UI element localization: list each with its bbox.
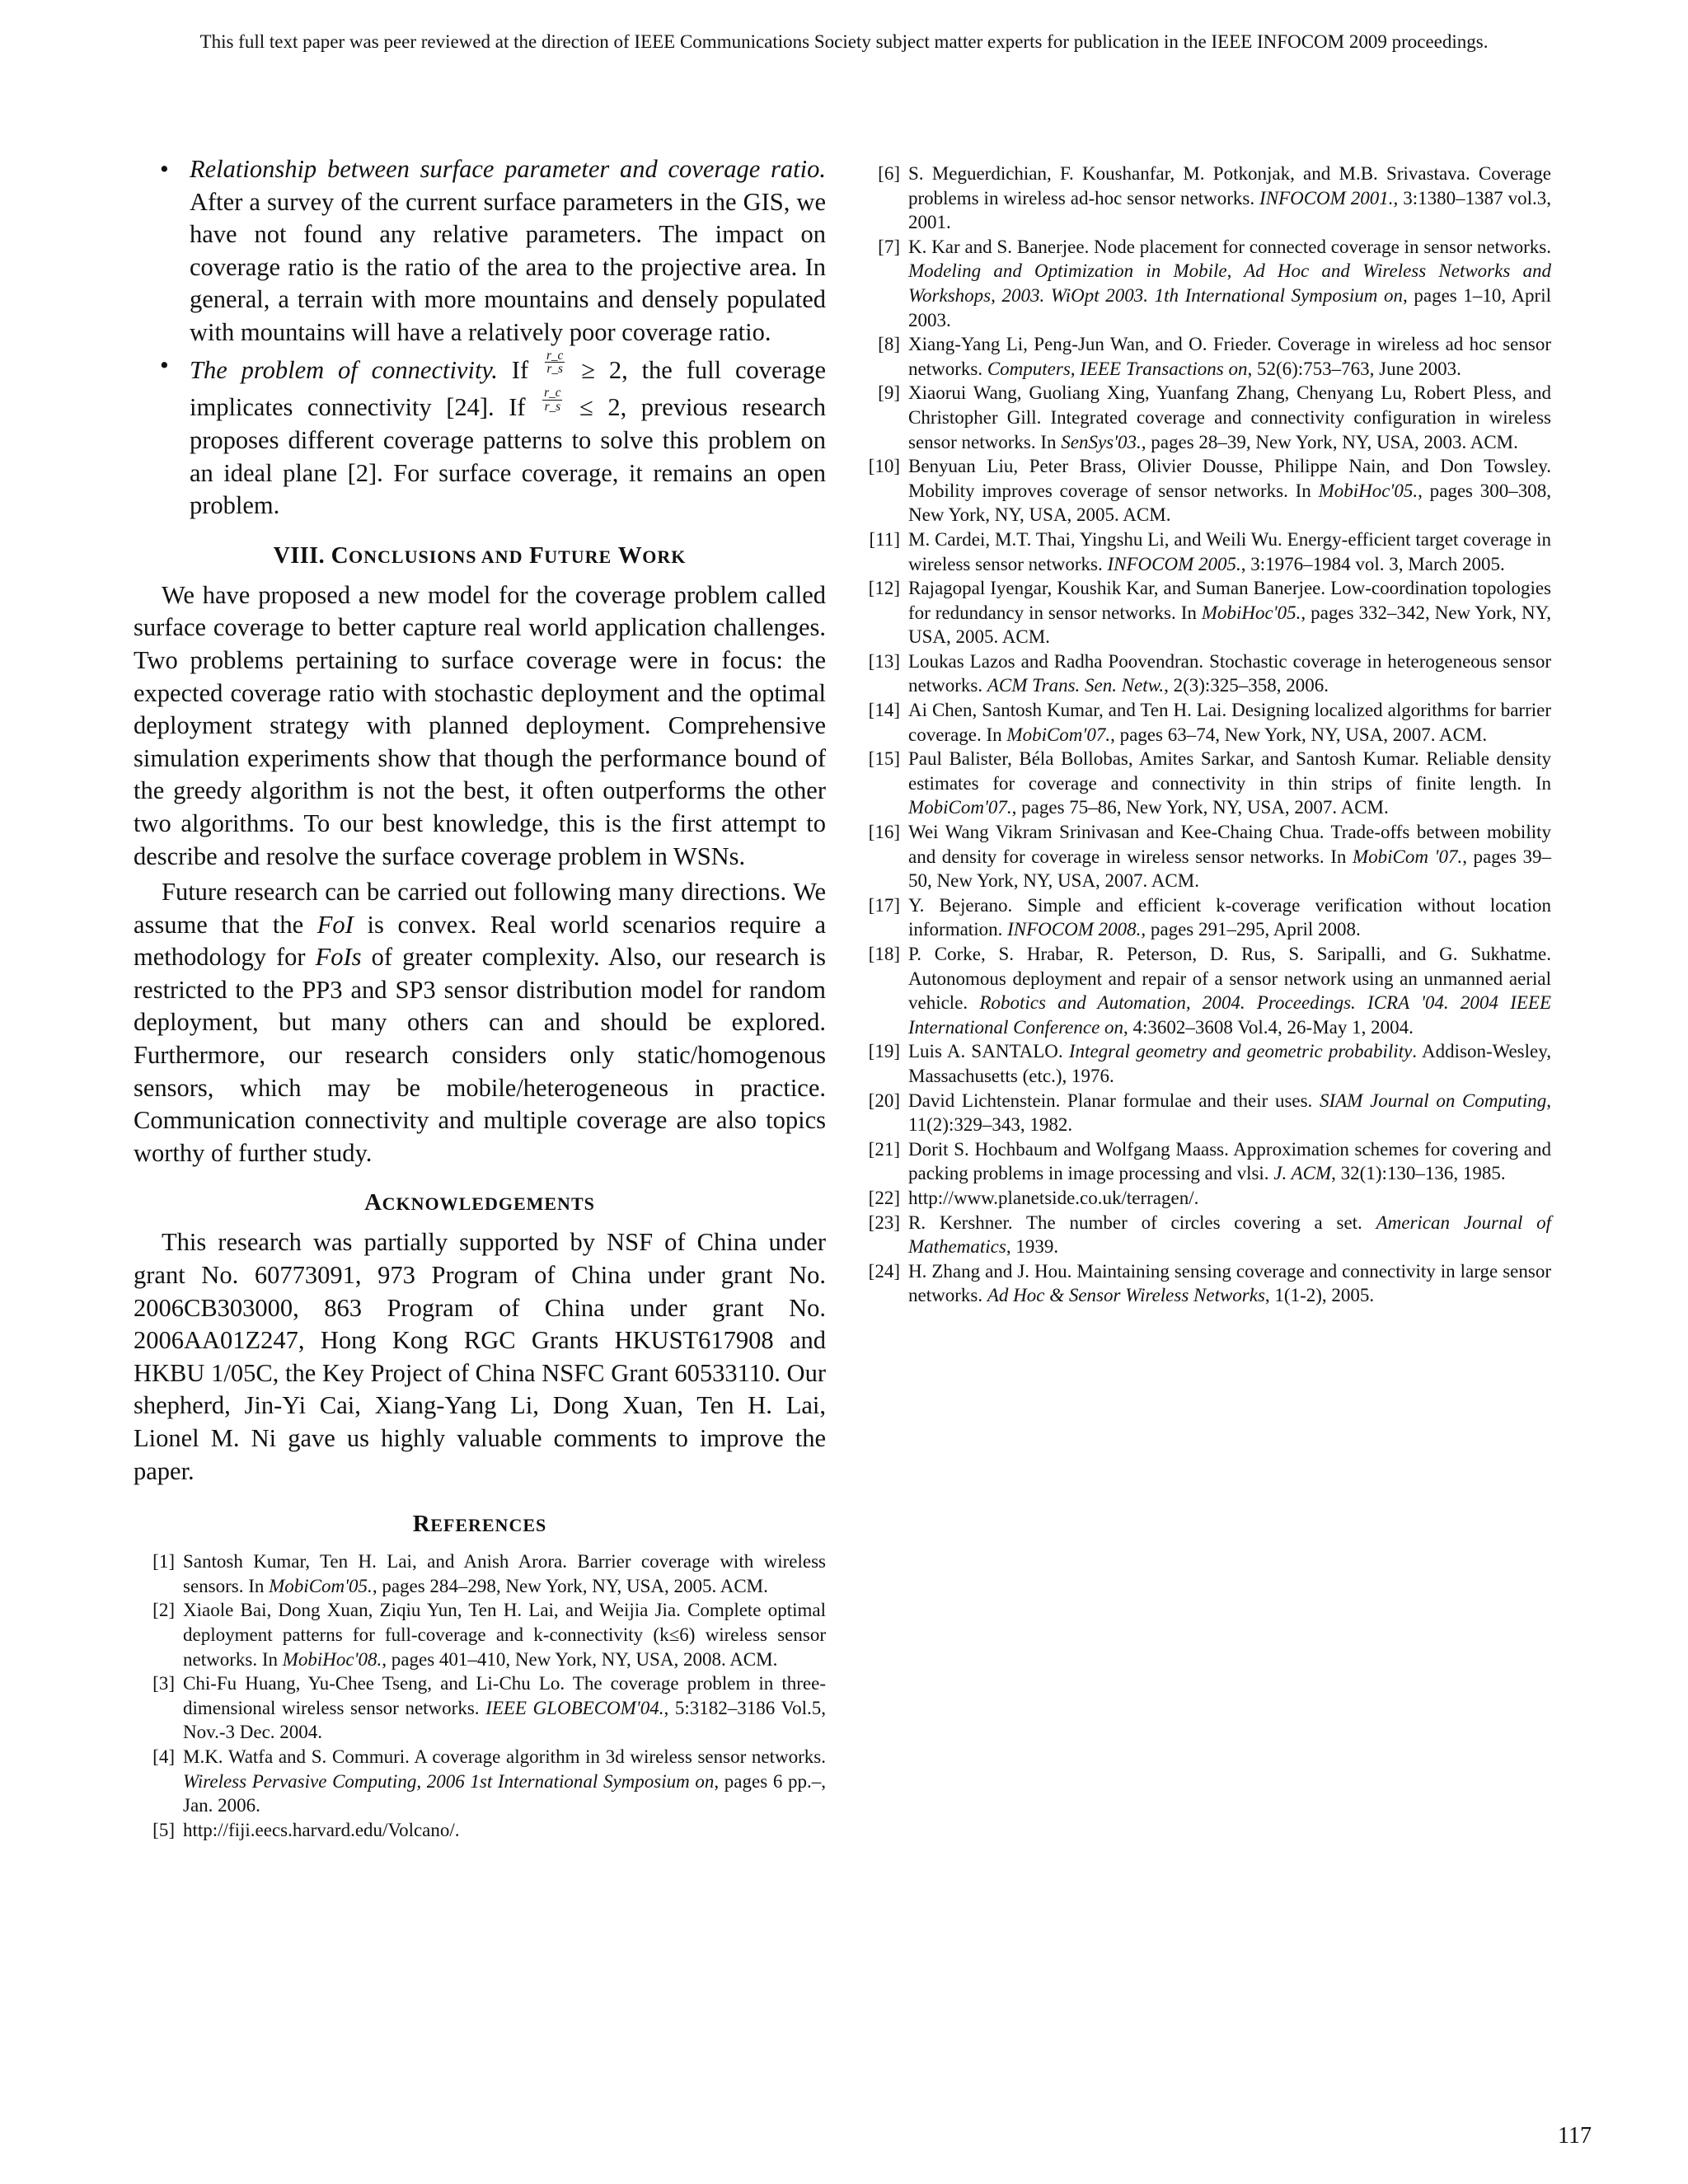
reference-text: Santosh Kumar, Ten H. Lai, and Anish Arora. Barrier coverage with wireless sensors. In bbox=[183, 1551, 826, 1596]
reference-item bbox=[859, 1211, 1551, 1259]
reference-number: [22] bbox=[868, 1187, 900, 1208]
references-list-left bbox=[134, 1549, 826, 1842]
bullet-item bbox=[134, 349, 826, 523]
reference-details: , pages 1–10, April 2003. bbox=[908, 284, 1551, 330]
reference-venue: MobiHoc'05. bbox=[1318, 480, 1418, 501]
right-column bbox=[859, 162, 1551, 1308]
reference-number: [12] bbox=[868, 578, 900, 599]
reference-text: Wei Wang Vikram Srinivasan and Kee-Chaing Chua. Trade-offs between mobility and density for coverage in wireless sensor networks. In bbox=[908, 822, 1551, 867]
reference-item bbox=[859, 1137, 1551, 1186]
bullet-dot-icon: • bbox=[160, 350, 169, 379]
acknowledgements-heading bbox=[134, 1189, 826, 1216]
heading-initial: R bbox=[412, 1511, 431, 1538]
bullet-title: The problem of connectivity. bbox=[190, 355, 498, 384]
reference-details: , 11(2):329–343, 1982. bbox=[908, 1090, 1551, 1136]
para-text: of greater complexity. Also, our research is restricted to the PP3 and SP3 sensor distribution model for random deployment, but many others can and should be explored. Furthermore, our research considers only static/homogenous sensors, which may be mobile/heterogeneous in practice. Communication connectivity and multiple coverage are also topics worthy of further study. bbox=[134, 943, 826, 1167]
reference-item bbox=[134, 1549, 826, 1598]
reference-number: [13] bbox=[868, 650, 900, 672]
reference-text: Xiaorui Wang, Guoliang Xing, Yuanfang Zhang, Chenyang Lu, Robert Pless, and Christopher Gill. Integrated coverage and connectivity configuration in wireless sensor networks. In bbox=[908, 382, 1551, 452]
reference-item bbox=[859, 381, 1551, 454]
reference-details: , pages 300–308, New York, NY, USA, 2005. ACM. bbox=[908, 480, 1551, 526]
reference-item bbox=[134, 1818, 826, 1843]
reference-number: [7] bbox=[878, 236, 900, 257]
bullet-text: If bbox=[497, 355, 542, 384]
reference-text: Loukas Lazos and Radha Poovendran. Stochastic coverage in heterogeneous sensor networks. bbox=[908, 650, 1551, 696]
bullet-dot-icon: • bbox=[160, 155, 169, 183]
reference-venue: Integral geometry and geometric probability bbox=[1068, 1041, 1413, 1062]
reference-number: [11] bbox=[869, 528, 900, 550]
reference-item bbox=[859, 942, 1551, 1039]
reference-number: [16] bbox=[868, 822, 900, 843]
reference-venue: SIAM Journal on Computing bbox=[1320, 1090, 1547, 1111]
reference-item bbox=[859, 1089, 1551, 1137]
reference-text: Paul Balister, Béla Bollobas, Amites Sarkar, and Santosh Kumar. Reliable density estimates for coverage and connectivity in thin strips of finite length. In bbox=[908, 748, 1551, 794]
reference-number: [8] bbox=[878, 334, 900, 355]
reference-text: R. Kershner. The number of circles covering a set. bbox=[908, 1212, 1376, 1233]
bullet-item bbox=[134, 153, 826, 349]
reference-item bbox=[859, 893, 1551, 942]
reference-number: [18] bbox=[868, 944, 900, 964]
reference-text: Xiaole Bai, Dong Xuan, Ziqiu Yun, Ten H. Lai, and Weijia Jia. Complete optimal deployment patterns for full-coverage and k-connectivity (k≤6) wireless sensor networks. In bbox=[183, 1600, 826, 1670]
references-heading bbox=[134, 1511, 826, 1538]
reference-details: , pages 75–86, New York, NY, USA, 2007. ACM. bbox=[1011, 797, 1389, 818]
heading-rest: UTURE bbox=[544, 546, 612, 567]
bullet-text: , the full coverage implicates connectivity [24]. If bbox=[190, 355, 826, 422]
heading-initial: F bbox=[528, 541, 545, 569]
reference-venue: MobiCom'07. bbox=[1006, 724, 1111, 745]
page-number: 117 bbox=[1558, 2123, 1592, 2149]
heading-initial: A bbox=[364, 1189, 382, 1216]
reference-details: , pages 401–410, New York, NY, USA, 2008. ACM. bbox=[382, 1648, 778, 1670]
reference-item bbox=[134, 1671, 826, 1745]
reference-item bbox=[859, 649, 1551, 698]
reference-item bbox=[859, 1186, 1551, 1211]
reference-details: , 4:3602–3608 Vol.4, 26-May 1, 2004. bbox=[1123, 1016, 1414, 1038]
heading-rest: ORK bbox=[642, 546, 687, 567]
heading-rest: ONCLUSIONS AND bbox=[349, 546, 523, 567]
reference-details: , pages 284–298, New York, NY, USA, 2005. ACM. bbox=[372, 1575, 768, 1596]
reference-number: [21] bbox=[868, 1138, 900, 1160]
reference-details: , 1939. bbox=[1006, 1236, 1059, 1258]
reference-item bbox=[859, 698, 1551, 747]
left-column bbox=[134, 153, 826, 1842]
conclusion-paragraph: We have proposed a new model for the coverage problem called surface coverage to better capture real world application challenges. Two problems pertaining to surface coverage were in focus: the expected coverage ratio with stochastic deployment and the optimal deployment strategy with planned deployment. Comprehensive simulation experiments show that though the performance bound of the greedy algorithm is not the best, it often outperforms the other two algorithms. To our best knowledge, this is the first attempt to describe and resolve the surface coverage problem in WSNs. bbox=[134, 580, 826, 870]
reference-item bbox=[134, 1745, 826, 1818]
reference-number: [2] bbox=[152, 1600, 175, 1621]
reference-text: http://fiji.eecs.harvard.edu/Volcano/. bbox=[183, 1819, 460, 1840]
reference-venue: Ad Hoc & Sensor Wireless Networks bbox=[987, 1285, 1265, 1306]
reference-number: [23] bbox=[868, 1212, 900, 1233]
reference-item bbox=[859, 576, 1551, 649]
reference-number: [24] bbox=[868, 1260, 900, 1282]
reference-details: , pages 6 pp.–, Jan. 2006. bbox=[183, 1770, 827, 1816]
reference-venue: J. ACM bbox=[1273, 1163, 1332, 1184]
reference-text: Rajagopal Iyengar, Koushik Kar, and Suman Banerjee. Low-coordination topologies for redundancy in sensor networks. In bbox=[908, 578, 1551, 623]
reference-venue: American Journal of Mathematics bbox=[908, 1212, 1551, 1258]
fraction-numerator: r_c bbox=[546, 348, 564, 363]
reference-details: , pages 63–74, New York, NY, USA, 2007. ACM. bbox=[1110, 724, 1488, 745]
reference-details: , pages 332–342, New York, NY, USA, 2005. ACM. bbox=[908, 602, 1551, 648]
reference-text: H. Zhang and J. Hou. Maintaining sensing coverage and connectivity in large sensor networks. bbox=[908, 1260, 1551, 1306]
reference-venue: INFOCOM 2001. bbox=[1259, 187, 1394, 209]
reference-item bbox=[859, 1259, 1551, 1308]
future-work-paragraph bbox=[134, 876, 826, 1169]
reference-details: , 3:1976–1984 vol. 3, March 2005. bbox=[1240, 553, 1505, 574]
reference-venue: Wireless Pervasive Computing, 2006 1st International Symposium on bbox=[183, 1770, 715, 1792]
math-foi: FoI bbox=[316, 910, 354, 939]
reference-text: David Lichtenstein. Planar formulae and their uses. bbox=[908, 1090, 1320, 1111]
reference-text: http://www.planetside.co.uk/terragen/. bbox=[908, 1187, 1199, 1208]
reference-venue: MobiCom '07. bbox=[1352, 846, 1463, 867]
reference-text: M. Cardei, M.T. Thai, Yingshu Li, and Weili Wu. Energy-efficient target coverage in wireless sensor networks. bbox=[908, 528, 1551, 574]
reference-text: K. Kar and S. Banerjee. Node placement for connected coverage in sensor networks. bbox=[908, 236, 1551, 257]
ratio-fraction bbox=[542, 387, 562, 413]
conclusions-heading bbox=[134, 542, 826, 569]
section-number: VIII. bbox=[273, 542, 326, 569]
reference-venue: Computers, IEEE Transactions on bbox=[987, 358, 1248, 379]
heading-initial: W bbox=[617, 541, 643, 569]
reference-text: Luis A. SANTALO. bbox=[908, 1041, 1069, 1062]
reference-venue: Robotics and Automation, 2004. Proceedings. ICRA '04. 2004 IEEE International Conference on bbox=[908, 992, 1552, 1038]
reference-venue: IEEE GLOBECOM'04. bbox=[485, 1697, 664, 1718]
fraction-denominator: r_s bbox=[546, 361, 563, 376]
reference-number: [3] bbox=[152, 1673, 175, 1694]
relation-leq: ≤ 2 bbox=[565, 393, 621, 422]
reference-details: . Addison-Wesley, Massachusetts (etc.), 1976. bbox=[908, 1041, 1551, 1086]
reference-number: [10] bbox=[868, 456, 900, 477]
reference-item bbox=[859, 332, 1551, 381]
relation-geq: ≥ 2 bbox=[567, 355, 622, 384]
heading-rest: EFERENCES bbox=[430, 1515, 547, 1536]
reference-text: Dorit S. Hochbaum and Wolfgang Maass. Approximation schemes for covering and packing problems in image processing and vlsi. bbox=[908, 1138, 1551, 1184]
reference-details: , 1(1-2), 2005. bbox=[1264, 1285, 1375, 1306]
reference-number: [4] bbox=[152, 1746, 175, 1767]
reference-text: S. Meguerdichian, F. Koushanfar, M. Potkonjak, and M.B. Srivastava. Coverage problems in wireless ad-hoc sensor networks. bbox=[908, 163, 1551, 209]
reference-number: [19] bbox=[868, 1041, 900, 1062]
reference-details: , 3:1380–1387 vol.3, 2001. bbox=[908, 187, 1551, 233]
reference-text: Xiang-Yang Li, Peng-Jun Wan, and O. Frieder. Coverage in wireless ad hoc sensor networks. bbox=[908, 334, 1551, 379]
peer-review-note: This full text paper was peer reviewed at the direction of IEEE Communications Society subject matter experts for publication in the IEEE INFOCOM 2009 proceedings. bbox=[199, 31, 1489, 52]
reference-text: Ai Chen, Santosh Kumar, and Ten H. Lai. Designing localized algorithms for barrier coverage. In bbox=[908, 700, 1551, 745]
reference-details: , pages 39–50, New York, NY, USA, 2007. ACM. bbox=[908, 846, 1552, 892]
reference-text: Chi-Fu Huang, Yu-Chee Tseng, and Li-Chu Lo. The coverage problem in three-dimensional wireless sensor networks. bbox=[183, 1673, 826, 1718]
reference-venue: ACM Trans. Sen. Netw. bbox=[987, 675, 1165, 696]
reference-details: , 52(6):753–763, June 2003. bbox=[1247, 358, 1461, 379]
reference-venue: INFOCOM 2005. bbox=[1107, 553, 1241, 574]
reference-item bbox=[859, 527, 1551, 576]
reference-venue: Modeling and Optimization in Mobile, Ad Hoc and Wireless Networks and Workshops, 2003. WiOpt 2003. 1th International Symposium on bbox=[908, 260, 1551, 306]
reference-item bbox=[134, 1598, 826, 1671]
reference-number: [5] bbox=[152, 1819, 175, 1840]
reference-details: , pages 291–295, April 2008. bbox=[1141, 919, 1361, 940]
bullet-title: Relationship between surface parameter and coverage ratio. bbox=[190, 155, 826, 183]
bullet-body: After a survey of the current surface parameters in the GIS, we have not found any relative parameters. The impact on coverage ratio is the ratio of the area to the projective area. In general, a terrain with more mountains and densely populated with mountains will have a relatively poor coverage ratio. bbox=[190, 187, 826, 346]
reference-item bbox=[859, 235, 1551, 332]
reference-number: [17] bbox=[868, 894, 900, 916]
para-text: Future research can be carried out following many directions. We assume that the bbox=[134, 878, 826, 939]
ratio-fraction bbox=[545, 349, 565, 376]
reference-details: , 2(3):325–358, 2006. bbox=[1164, 675, 1329, 696]
reference-venue: MobiCom'05. bbox=[269, 1575, 373, 1596]
bullet-text: , previous research proposes different coverage patterns to solve this problem on an ideal plane [2]. For surface coverage, it remains an open problem. bbox=[190, 393, 826, 520]
reference-item bbox=[859, 820, 1551, 893]
acknowledgements-paragraph: This research was partially supported by NSF of China under grant No. 60773091, 973 Program of China under grant No. 2006CB303000, 863 Program of China under grant No. 2006AA01Z247, Hong Kong RGC Grants HKUST617908 and HKBU 1/05C, the Key Project of China NSFC Grant 60533110. Our shepherd, Jin-Yi Cai, Xiang-Yang Li, Dong Xuan, Ten H. Lai, Lionel M. Ni gave us highly valuable comments to improve the paper. bbox=[134, 1228, 826, 1485]
reference-text: P. Corke, S. Hrabar, R. Peterson, D. Rus, S. Saripalli, and G. Sukhatme. Autonomous deployment and repair of a sensor network using an unmanned aerial vehicle. bbox=[908, 944, 1551, 1014]
reference-text: Y. Bejerano. Simple and efficient k-coverage verification without location information. bbox=[908, 894, 1551, 940]
reference-item bbox=[859, 454, 1551, 527]
reference-venue: SenSys'03. bbox=[1061, 431, 1142, 452]
heading-rest: CKNOWLEDGEMENTS bbox=[382, 1193, 595, 1215]
reference-venue: MobiHoc'08. bbox=[282, 1648, 382, 1670]
math-fois: FoIs bbox=[315, 943, 362, 972]
references-list-right bbox=[859, 162, 1551, 1308]
reference-details: , pages 28–39, New York, NY, USA, 2003. ACM. bbox=[1141, 431, 1518, 452]
fraction-denominator: r_s bbox=[544, 399, 561, 414]
reference-details: , 5:3182–3186 Vol.5, Nov.-3 Dec. 2004. bbox=[183, 1697, 826, 1743]
reference-number: [6] bbox=[878, 163, 900, 184]
reference-number: [9] bbox=[878, 382, 900, 404]
reference-venue: INFOCOM 2008. bbox=[1007, 919, 1142, 940]
reference-text: Benyuan Liu, Peter Brass, Olivier Dousse, Philippe Nain, and Don Towsley. Mobility improves coverage of sensor networks. In bbox=[908, 456, 1551, 501]
reference-item bbox=[859, 1039, 1551, 1088]
reference-details: , 32(1):130–136, 1985. bbox=[1331, 1163, 1506, 1184]
reference-number: [15] bbox=[868, 748, 900, 770]
reference-venue: MobiCom'07. bbox=[908, 797, 1012, 818]
reference-number: [20] bbox=[868, 1090, 900, 1111]
heading-initial: C bbox=[331, 541, 349, 569]
reference-venue: MobiHoc'05. bbox=[1201, 602, 1301, 623]
para-text: is convex. Real world scenarios require a methodology for bbox=[134, 910, 826, 972]
reference-text: M.K. Watfa and S. Commuri. A coverage algorithm in 3d wireless sensor networks. bbox=[183, 1746, 826, 1767]
fraction-numerator: r_c bbox=[544, 386, 561, 401]
reference-item bbox=[859, 162, 1551, 235]
reference-item bbox=[859, 747, 1551, 820]
bullet-list bbox=[134, 153, 826, 523]
reference-number: [1] bbox=[152, 1551, 175, 1572]
reference-number: [14] bbox=[868, 700, 900, 721]
